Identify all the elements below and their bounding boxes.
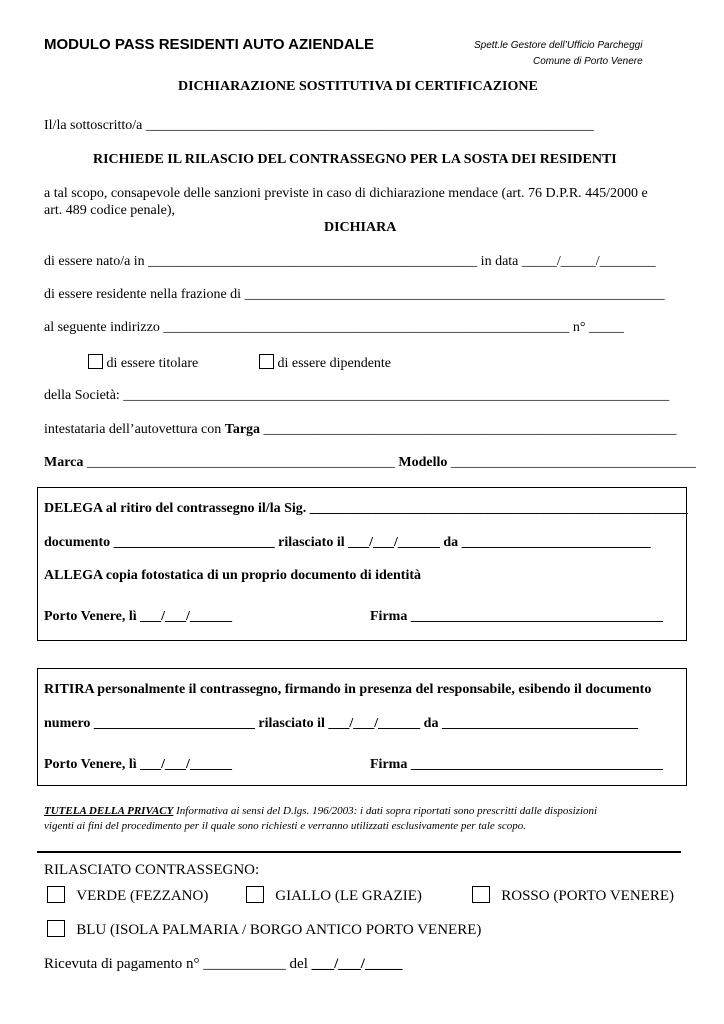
brand-label: Marca bbox=[44, 455, 84, 470]
model-blank[interactable]: ___________________________________ bbox=[447, 455, 696, 470]
section-divider bbox=[37, 851, 681, 853]
receipt-field[interactable] bbox=[44, 956, 402, 973]
green-option[interactable] bbox=[47, 886, 208, 905]
yellow-checkbox[interactable] bbox=[246, 886, 264, 903]
declaration-subtitle: DICHIARAZIONE SOSTITUTIVA DI CERTIFICAZIONE bbox=[178, 79, 538, 94]
red-option-label: ROSSO (PORTO VENERE) bbox=[501, 888, 674, 904]
green-checkbox[interactable] bbox=[47, 886, 65, 903]
address-field[interactable]: al seguente indirizzo __________________________________________________________ n° _____ bbox=[44, 320, 624, 335]
delegate-line-2[interactable]: documento _______________________ rilasciato il ___/___/______ da ___________________________ bbox=[44, 535, 651, 550]
blue-option[interactable] bbox=[47, 920, 481, 939]
birth-field[interactable]: di essere nato/a in _______________________________________________ in data _____/_____/________ bbox=[44, 254, 656, 269]
vehicle-field[interactable] bbox=[44, 455, 696, 471]
signer-name-field[interactable]: Il/la sottoscritto/a ________________________________________________________________ bbox=[44, 118, 594, 133]
plate-field[interactable] bbox=[44, 422, 677, 438]
brand-blank[interactable]: ____________________________________________ bbox=[83, 455, 399, 470]
employee-option[interactable] bbox=[259, 354, 391, 372]
yellow-option-label: GIALLO (LE GRAZIE) bbox=[275, 888, 422, 904]
delegate-place-date[interactable]: Porto Venere, lì ___/___/______ bbox=[44, 609, 232, 624]
intro-text-line-1: a tal scopo, consapevole delle sanzioni previste in caso di dichiarazione mendace (art. 76 D.P.R. 445/2000 e bbox=[44, 186, 648, 201]
delegate-line-3: ALLEGA copia fotostatica di un proprio documento di identità bbox=[44, 568, 422, 583]
red-option[interactable] bbox=[472, 886, 674, 905]
model-label: Modello bbox=[398, 455, 448, 470]
green-option-label: VERDE (FEZZANO) bbox=[76, 888, 209, 904]
owner-option-label: di essere titolare bbox=[106, 356, 199, 371]
residence-field[interactable]: di essere residente nella frazione di ____________________________________________________________ bbox=[44, 287, 665, 302]
request-heading: RICHIEDE IL RILASCIO DEL CONTRASSEGNO PER LA SOSTA DEI RESIDENTI bbox=[93, 152, 617, 167]
privacy-label: TUTELA DELLA PRIVACY bbox=[44, 805, 174, 817]
red-checkbox[interactable] bbox=[472, 886, 490, 903]
owner-checkbox[interactable] bbox=[88, 354, 103, 369]
employee-option-label: di essere dipendente bbox=[277, 356, 392, 371]
recipient-line-2: Comune di Porto Venere bbox=[533, 56, 643, 67]
blue-option-label: BLU (ISOLA PALMARIA / BORGO ANTICO PORTO VENERE) bbox=[76, 922, 482, 938]
receipt-prefix[interactable]: Ricevuta di pagamento n° ___________ del bbox=[44, 956, 312, 972]
personal-place-date[interactable]: Porto Venere, lì ___/___/______ bbox=[44, 757, 232, 772]
recipient-line-1: Spett.le Gestore dell’Ufficio Parcheggi bbox=[474, 40, 643, 51]
issued-heading: RILASCIATO CONTRASSEGNO: bbox=[44, 862, 260, 878]
privacy-notice-line-1 bbox=[44, 805, 597, 817]
delegate-signature[interactable]: Firma ____________________________________ bbox=[370, 609, 663, 624]
form-title: MODULO PASS RESIDENTI AUTO AZIENDALE bbox=[44, 36, 375, 53]
personal-signature[interactable]: Firma ____________________________________ bbox=[370, 757, 663, 772]
plate-prefix: intestataria dell’autovettura con bbox=[44, 422, 225, 437]
intro-text-line-2: art. 489 codice penale), bbox=[44, 203, 175, 218]
blue-checkbox[interactable] bbox=[47, 920, 65, 937]
receipt-date[interactable]: ___/___/_____ bbox=[311, 956, 403, 972]
yellow-option[interactable] bbox=[246, 886, 422, 905]
plate-label: Targa bbox=[224, 422, 261, 437]
company-field[interactable]: della Società: ______________________________________________________________________________ bbox=[44, 388, 670, 403]
personal-line-1: RITIRA personalmente il contrassegno, firmando in presenza del responsabile, esibendo il documento bbox=[44, 682, 652, 697]
employee-checkbox[interactable] bbox=[259, 354, 274, 369]
privacy-notice-line-2: vigenti ai fini del procedimento per il quale sono richiesti e verranno utilizzati esclusivamente per tale scopo. bbox=[44, 820, 526, 832]
owner-option[interactable] bbox=[88, 354, 198, 372]
delegate-line-1[interactable]: DELEGA al ritiro del contrassegno il/la Sig. ______________________________________________________ bbox=[44, 501, 688, 516]
plate-blank[interactable]: ___________________________________________________________ bbox=[260, 422, 677, 437]
personal-line-2[interactable]: numero _______________________ rilasciato il ___/___/______ da ____________________________ bbox=[44, 716, 638, 731]
declare-heading: DICHIARA bbox=[324, 220, 397, 235]
privacy-text-1: Informativa ai sensi del D.lgs. 196/2003: i dati sopra riportati sono prescritti dalle disposizioni bbox=[173, 805, 598, 817]
